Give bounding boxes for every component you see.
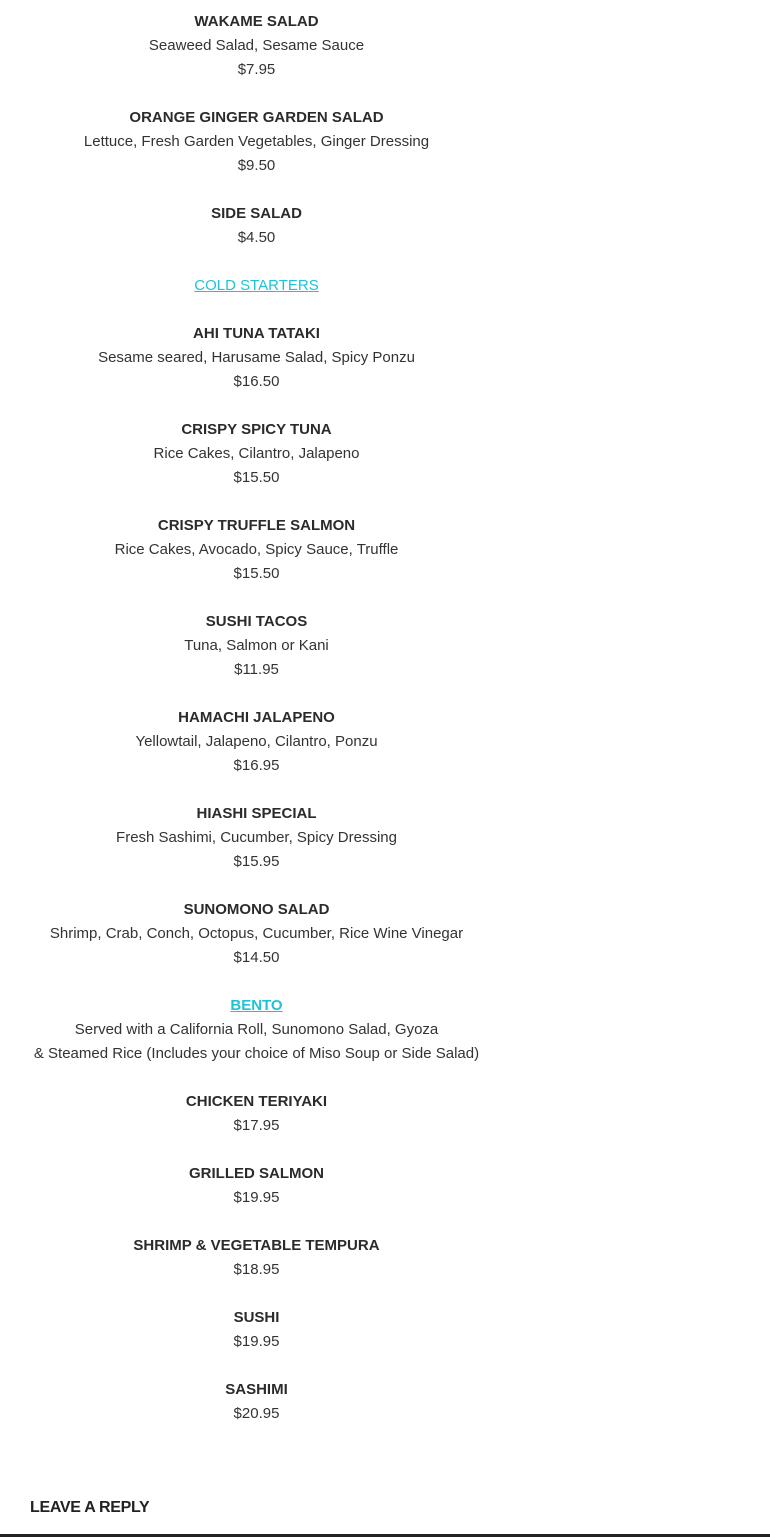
item-description: Yellowtail, Jalapeno, Cilantro, Ponzu bbox=[135, 733, 378, 750]
menu-item bbox=[0, 106, 513, 178]
item-name: SUSHI TACOS bbox=[205, 613, 308, 630]
item-price: $20.95 bbox=[233, 1405, 280, 1422]
item-price: $15.95 bbox=[233, 853, 280, 870]
bento-intro-line-2: & Steamed Rice (Includes your choice of Miso Soup or Side Salad) bbox=[33, 1045, 480, 1062]
item-name: GRILLED SALMON bbox=[189, 1165, 324, 1182]
item-name: HAMACHI JALAPENO bbox=[178, 709, 335, 726]
cold-starters-link[interactable]: COLD STARTERS bbox=[194, 277, 319, 294]
item-name: AHI TUNA TATAKI bbox=[193, 325, 320, 342]
item-name: SIDE SALAD bbox=[211, 205, 302, 222]
section-heading-cold-starters bbox=[0, 274, 513, 298]
menu-item bbox=[0, 10, 513, 82]
item-name: CHICKEN TERIYAKI bbox=[185, 1093, 328, 1110]
menu-item bbox=[0, 1378, 513, 1426]
item-price: $4.50 bbox=[237, 229, 276, 246]
item-price: $17.95 bbox=[233, 1117, 280, 1134]
menu-item bbox=[0, 418, 513, 490]
item-description: Sesame seared, Harusame Salad, Spicy Ponzu bbox=[98, 349, 415, 366]
item-description: Lettuce, Fresh Garden Vegetables, Ginger Dressing bbox=[83, 133, 430, 150]
item-price: $15.50 bbox=[233, 469, 280, 486]
item-price: $16.50 bbox=[233, 373, 280, 390]
item-name: CRISPY SPICY TUNA bbox=[181, 421, 332, 438]
item-price: $16.95 bbox=[233, 757, 280, 774]
leave-a-reply-heading: LEAVE A REPLY bbox=[30, 1499, 150, 1516]
item-name: ORANGE GINGER GARDEN SALAD bbox=[129, 109, 384, 126]
item-name: WAKAME SALAD bbox=[194, 13, 319, 30]
item-name: SUSHI bbox=[233, 1309, 280, 1326]
item-description: Tuna, Salmon or Kani bbox=[184, 637, 329, 654]
menu-item bbox=[0, 898, 513, 970]
menu-item bbox=[0, 514, 513, 586]
item-price: $18.95 bbox=[233, 1261, 280, 1278]
item-price: $19.95 bbox=[233, 1189, 280, 1206]
item-price: $19.95 bbox=[233, 1333, 280, 1350]
menu-content bbox=[0, 10, 513, 1450]
item-name: SUNOMONO SALAD bbox=[183, 901, 330, 918]
item-price: $14.50 bbox=[233, 949, 280, 966]
menu-item bbox=[0, 1234, 513, 1282]
item-description: Seaweed Salad, Sesame Sauce bbox=[148, 37, 365, 54]
menu-item bbox=[0, 1162, 513, 1210]
menu-item bbox=[0, 322, 513, 394]
menu-item bbox=[0, 802, 513, 874]
item-name: CRISPY TRUFFLE SALMON bbox=[157, 517, 356, 534]
item-name: SASHIMI bbox=[225, 1381, 288, 1398]
item-description: Shrimp, Crab, Conch, Octopus, Cucumber, Rice Wine Vinegar bbox=[49, 925, 464, 942]
item-name: SHRIMP & VEGETABLE TEMPURA bbox=[133, 1237, 380, 1254]
item-price: $7.95 bbox=[237, 61, 276, 78]
item-description: Rice Cakes, Avocado, Spicy Sauce, Truffle bbox=[114, 541, 399, 558]
menu-item bbox=[0, 202, 513, 250]
menu-item bbox=[0, 1090, 513, 1138]
item-description: Fresh Sashimi, Cucumber, Spicy Dressing bbox=[116, 829, 397, 846]
item-price: $11.95 bbox=[234, 661, 279, 678]
bento-intro-line-1: Served with a California Roll, Sunomono Salad, Gyoza bbox=[74, 1021, 439, 1038]
bento-link[interactable]: BENTO bbox=[230, 997, 283, 1014]
item-price: $9.50 bbox=[237, 157, 276, 174]
item-description: Rice Cakes, Cilantro, Jalapeno bbox=[153, 445, 360, 462]
menu-item bbox=[0, 610, 513, 682]
item-price: $15.50 bbox=[233, 565, 280, 582]
menu-item bbox=[0, 706, 513, 778]
section-heading-bento bbox=[0, 994, 513, 1066]
item-name: HIASHI SPECIAL bbox=[196, 805, 317, 822]
menu-item bbox=[0, 1306, 513, 1354]
